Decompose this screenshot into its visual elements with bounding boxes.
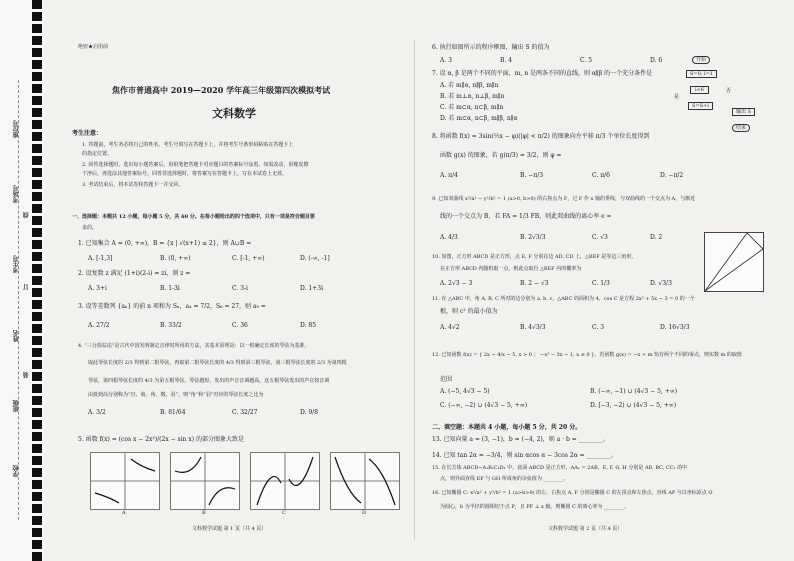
school-title: 焦作市普通高中 2019—2020 学年高三年级第四次模拟考试	[112, 85, 331, 95]
q11-stem-b: 根，则 c² 的最小值为	[440, 308, 498, 315]
q5-label-a: A	[122, 510, 126, 516]
q8-opt-b: B. −π/3	[520, 172, 544, 179]
q6-opt-d: D. 6	[650, 57, 663, 64]
q14-stem: 14. 已知 tan 2α = −3/4，则 sin αcos α − 3cos 2α = ________。	[432, 452, 617, 459]
q10-stem: 10. 如图，正方形 ABCD 是正方形，点 E, F 分别在边 AD, CD 上，△BEF 是等边三角形，	[432, 254, 637, 260]
q10-svg	[705, 233, 763, 291]
footer-page-1: 文科数学试题 第 1 页（共 4 页）	[192, 526, 267, 532]
q8-stem: 8. 将函数 f(x) = 3sin(½x − φ)(|φ| < π/2) 的图象向左平移 π/3 个单位长度得到	[432, 133, 650, 140]
q3-stem: 3. 设等差数列 {aₙ} 的前 n 项和为 Sₙ，a₄ = 7/2，S₆ = 27，则 a₉ =	[78, 303, 266, 310]
q1-opt-c: C. [-1, +∞)	[232, 255, 265, 262]
q9-opt-c: C. √3	[592, 234, 608, 241]
q15-stem: 15. 在长方体 ABCD−A₁B₁C₁D₁ 中，底面 ABCD 是正方形，AA₁ = 2AB，E, F, G, H 分别是 AB, BC, CC₁ 的中	[432, 465, 688, 471]
q5-label-c: C	[282, 510, 286, 516]
q16-stem: 16. 已知椭圆 C: x²/a² + y²/b² = 1 (a>b>0) 的左、右焦点 A, F 分别是椭圆 C 的左顶点和左焦点，直线 AP 与以坐标原点 O	[432, 490, 713, 496]
q4-opt-b: B. 81/64	[160, 409, 186, 416]
flow-start: 开始	[692, 56, 710, 64]
q4-line-3: 琴弦，第四根琴弦长度的 4/3 为第五根琴弦。琴弦越短，发出的声音音调越高，这五根琴弦发出的声音按音调	[88, 378, 330, 384]
q5-graph-d	[330, 452, 400, 510]
graph-a-svg	[91, 453, 159, 509]
q4-opt-a: A. 3/2	[88, 409, 106, 416]
q3-opt-b: B. 33/2	[160, 322, 182, 329]
q10-opt-c: C. 1/3	[592, 280, 610, 287]
q9-opt-b: B. 2√3/3	[520, 234, 546, 241]
graph-d-svg	[331, 453, 399, 509]
seal-pack: 装	[23, 372, 30, 378]
q15-stem-b: 点，则异面直线 EF 与 GH 所成角的余弦值为 ________。	[440, 476, 569, 482]
q1-opt-a: A. [-1,3]	[88, 255, 113, 262]
flow-end: 结束	[732, 124, 750, 132]
section-2-heading: 二、填空题：本题共 4 小题，每小题 5 分，共 20 分。	[432, 424, 582, 431]
notice-2: 2. 回答选择题时，选出每小题答案后，用铅笔把答题卡对应题目的答案标号涂黑。如需改动，用橡皮擦	[82, 162, 309, 168]
q5-stem: 5. 函数 f(x) = (cos x − 2x²)/(2x − sin x) 的部分图象大致是	[78, 436, 244, 443]
q5-label-d: D	[362, 510, 367, 516]
q3-opt-a: A. 27/2	[88, 322, 110, 329]
q5-graph-c	[250, 452, 320, 510]
q12-stem: 12. 已知函数 f(x) = { 2x − 4/x − 5, x > 0 ； −x³ − 3x − 1, x ≤ 0 }，若函数 g(x) = −x + m 恰有两个不同的零点，则实数 m 的取值	[432, 352, 742, 358]
q2-stem: 2. 设复数 z 满足 (1+i)(2-i) = zi，则 z =	[78, 270, 191, 277]
footer-page-2: 文科数学试题 第 2 页（共 4 页）	[548, 526, 623, 532]
subject-title: 文科数学	[212, 107, 256, 120]
q11-opt-b: B. 4√3/3	[520, 324, 546, 331]
q8-stem-b: 函数 g(x) 的图象，若 g(π/3) = 3/2，则 φ =	[440, 152, 562, 159]
q2-opt-b: B. 1-3i	[160, 285, 180, 292]
flow-step: S=S+i	[688, 102, 713, 110]
cut-line	[18, 80, 20, 520]
q2-opt-d: D. 1+3i	[300, 285, 323, 292]
q1-opt-b: B. (0, +∞)	[160, 255, 191, 262]
q9-opt-d: D. 2	[650, 234, 663, 241]
notice-title: 考生注意：	[72, 130, 103, 137]
q6-stem: 6. 执行如图所示的程序框图，输出 S 的值为	[432, 44, 550, 51]
q5-graph-b	[170, 452, 240, 510]
q7-opt-b: B. 若 m⊥α, n⊥β, m∥n	[440, 93, 505, 100]
flow-yes: 是	[674, 94, 680, 100]
field-class: 班级	[13, 400, 20, 412]
q4-opt-d: D. 9/8	[300, 409, 319, 416]
q7-opt-a: A. 若 m∥α, n∥β, m∥n	[440, 82, 499, 89]
q7-opt-d: D. 若 m⊂α, n⊂β, m∥β, n∥α	[440, 115, 518, 122]
flow-cond: i<6	[690, 86, 709, 94]
field-room: 考场号	[13, 185, 20, 203]
q8-opt-d: D. −π/2	[660, 172, 684, 179]
q10-opt-a: A. 2√3 − 3	[440, 280, 473, 287]
q9-stem-b: 线的一个交点为 B，若 FA = 1/3 FB，则此双曲线的离心率 e =	[440, 213, 612, 220]
notice-3: 3. 考试结束后，将本试卷和答题卡一并交回。	[82, 182, 184, 188]
barcode-stripe	[32, 0, 42, 561]
q6-opt-c: C. 5	[580, 57, 593, 64]
flow-init: S=0, i=1	[686, 70, 717, 78]
q7-stem: 7. 设 α, β 是两个不同的平面，m, n 是两条不同的直线，则 α∥β 的一个充分条件是	[432, 70, 653, 77]
q4-line-1: 4. “三分损益法”是古代中国发明制定音律时所用的方法，其基本原理是：以一根确定长度的琴弦为基准，	[78, 343, 310, 349]
graph-b-svg	[171, 453, 239, 509]
q6-opt-a: A. 3	[440, 57, 452, 64]
flowchart	[670, 54, 770, 138]
q16-stem-b: 为圆心，b 为半径的圆相切于点 P，且 PF ⊥ x 轴，则椭圆 C 的离心率为 ________。	[440, 504, 630, 510]
q10-stem-b: 在正方形 ABCD 内随机取一点，则此点取自 △BEF 内的概率为	[440, 266, 582, 272]
q11-opt-a: A. 4√2	[440, 324, 460, 331]
q5-graph-a	[90, 452, 160, 510]
q4-line-4: 由低到高分别称为“宫、商、角、徵、羽”，则“角”和“羽”对应的琴弦长度之比为	[88, 392, 264, 398]
q1-opt-d: D. (-∞, -1]	[300, 255, 330, 262]
field-seat: 座位号	[13, 120, 20, 138]
q8-opt-a: A. π/4	[440, 172, 458, 179]
notice-2b: 干净后，再选涂其他答案标号。回答非选择题时，将答案写在答题卡上。写在本试卷上无效。	[82, 171, 288, 177]
notice-1b: 的指定位置。	[82, 151, 113, 157]
q2-opt-c: C. 3-i	[232, 285, 248, 292]
q4-opt-c: C. 32/27	[232, 409, 258, 416]
field-school: 学校	[13, 465, 20, 477]
q12-opt-c: C. (−∞, −2) ∪ (4√3 − 5, +∞)	[440, 402, 528, 409]
flow-no: 否	[726, 88, 732, 94]
q6-opt-b: B. 4	[500, 57, 513, 64]
q13-stem: 13. 已知向量 a = (3, −1)，b = (−4, 2)，则 a · b = ________。	[432, 436, 609, 443]
section-1-heading: 一、选择题：本题共 12 小题，每小题 5 分，共 60 分。在每小题给出的四个选项中，只有一项是符合题目要	[72, 214, 315, 220]
q11-opt-d: D. 16√3/3	[660, 324, 690, 331]
page-fold	[414, 40, 415, 540]
q4-line-2: 取此琴弦长度的 2/3 得到第二根琴弦，再取第二根琴弦长度的 4/3 得到第三根琴弦，第三根琴弦长度的 2/3 为第四根	[88, 360, 347, 366]
q12-opt-b: B. (−∞, −1) ∪ (4√3 − 5, +∞)	[590, 388, 678, 395]
q12-opt-d: D. [−3, −2) ∪ (4√3 − 5, +∞)	[590, 402, 677, 409]
q10-opt-b: B. 2 − √3	[520, 280, 549, 287]
field-id: 考生号	[13, 255, 20, 273]
field-name: 姓名	[13, 330, 20, 342]
seal-bind: 订	[23, 284, 30, 290]
secret-label: 绝密★启用前	[78, 44, 109, 50]
q10-figure	[704, 232, 764, 292]
q1-stem: 1. 已知集合 A = (0, +∞)，B = {x | √(x+1) ≤ 2}，则 A∪B =	[78, 240, 252, 247]
q7-opt-c: C. 若 m⊂α, n⊂β, m∥n	[440, 104, 504, 111]
q3-opt-c: C. 36	[232, 322, 248, 329]
q2-opt-a: A. 3+i	[88, 285, 107, 292]
graph-c-svg	[251, 453, 319, 509]
notice-1: 1. 答题前，考生务必将自己的姓名、考生号填写在答题卡上，并将考生号条形码粘贴在答题卡上	[82, 142, 294, 148]
q11-stem: 11. 在 △ABC 中，角 A, B, C 所对的边分别为 a, b, c，△ABC 的面积为 4，cos C 是方程 2x² + 5x − 3 = 0 的一个	[432, 296, 695, 302]
q10-opt-d: D. √3/3	[650, 280, 672, 287]
section-1-heading-b: 求的。	[82, 225, 98, 231]
q9-stem: 9. 已知双曲线 x²/a² − y²/b² = 1 (a>0, b>0) 的右焦点为 F，过 F 作 x 轴的垂线，与双曲线的一个交点为 A，与渐近	[432, 196, 696, 202]
q3-opt-d: D. 85	[300, 322, 317, 329]
q5-label-b: B	[202, 510, 206, 516]
q8-opt-c: C. π/6	[592, 172, 610, 179]
flow-output: 输出 S	[732, 108, 755, 116]
q11-opt-c: C. 3	[592, 324, 605, 331]
seal-line: 线	[23, 212, 30, 218]
q12-stem-b: 范围	[440, 376, 453, 383]
q12-opt-a: A. (−5, 4√3 − 5)	[440, 388, 490, 395]
q9-opt-a: A. 4/3	[440, 234, 458, 241]
